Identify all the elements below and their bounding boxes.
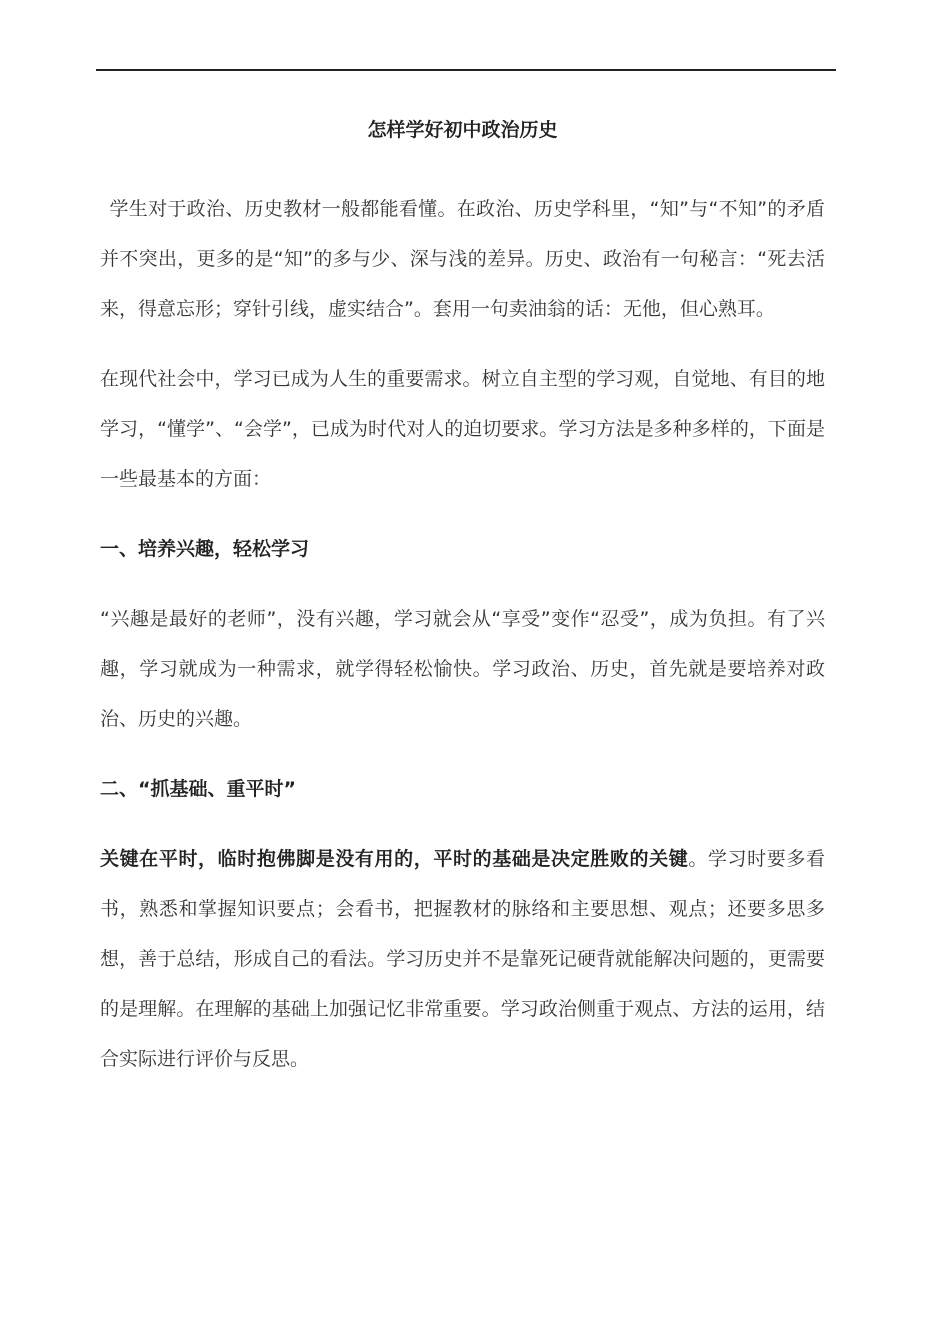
section2-paragraph bbox=[100, 834, 825, 1084]
section1-body: “兴趣是最好的老师”，没有兴趣，学习就会从“享受”变作“忍受”，成为负担。有了兴趣，学习就成为一种需求，就学得轻松愉快。学习政治、历史，首先就是要培养对政治、历史的兴趣。 bbox=[100, 608, 825, 730]
header-rule bbox=[96, 69, 836, 71]
document-title: 怎样学好初中政治历史 bbox=[367, 119, 558, 141]
section1-heading: 一、培养兴趣，轻松学习 bbox=[100, 538, 310, 560]
second-paragraph: 在现代社会中，学习已成为人生的重要需求。树立自主型的学习观，自觉地、有目的地学习，“懂学”、“会学”，已成为时代对人的迫切要求。学习方法是多种多样的，下面是一些最基本的方面： bbox=[100, 368, 825, 490]
section2-bold-lead: 关键在平时，临时抱佛脚是没有用的，平时的基础是决定胜败的关键 bbox=[100, 848, 689, 870]
section2-body: 。学习时要多看书，熟悉和掌握知识要点；会看书，把握教材的脉络和主要思想、观点；还要多思多想，善于总结，形成自己的看法。学习历史并不是靠死记硬背就能解决问题的，更需要的是理解。在理解的基础上加强记忆非常重要。学习政治侧重于观点、方法的运用，结合实际进行评价与反思。 bbox=[100, 848, 825, 1070]
intro-paragraph: 学生对于政治、历史教材一般都能看懂。在政治、历史学科里，“知”与“不知”的矛盾并不突出，更多的是“知”的多与少、深与浅的差异。历史、政治有一句秘言：“死去活来，得意忘形；穿针引线，虚实结合”。套用一句卖油翁的话：无他，但心熟耳。 bbox=[100, 198, 825, 320]
section2-heading: 二、“抓基础、重平时” bbox=[100, 778, 296, 800]
document-body bbox=[100, 112, 825, 1104]
